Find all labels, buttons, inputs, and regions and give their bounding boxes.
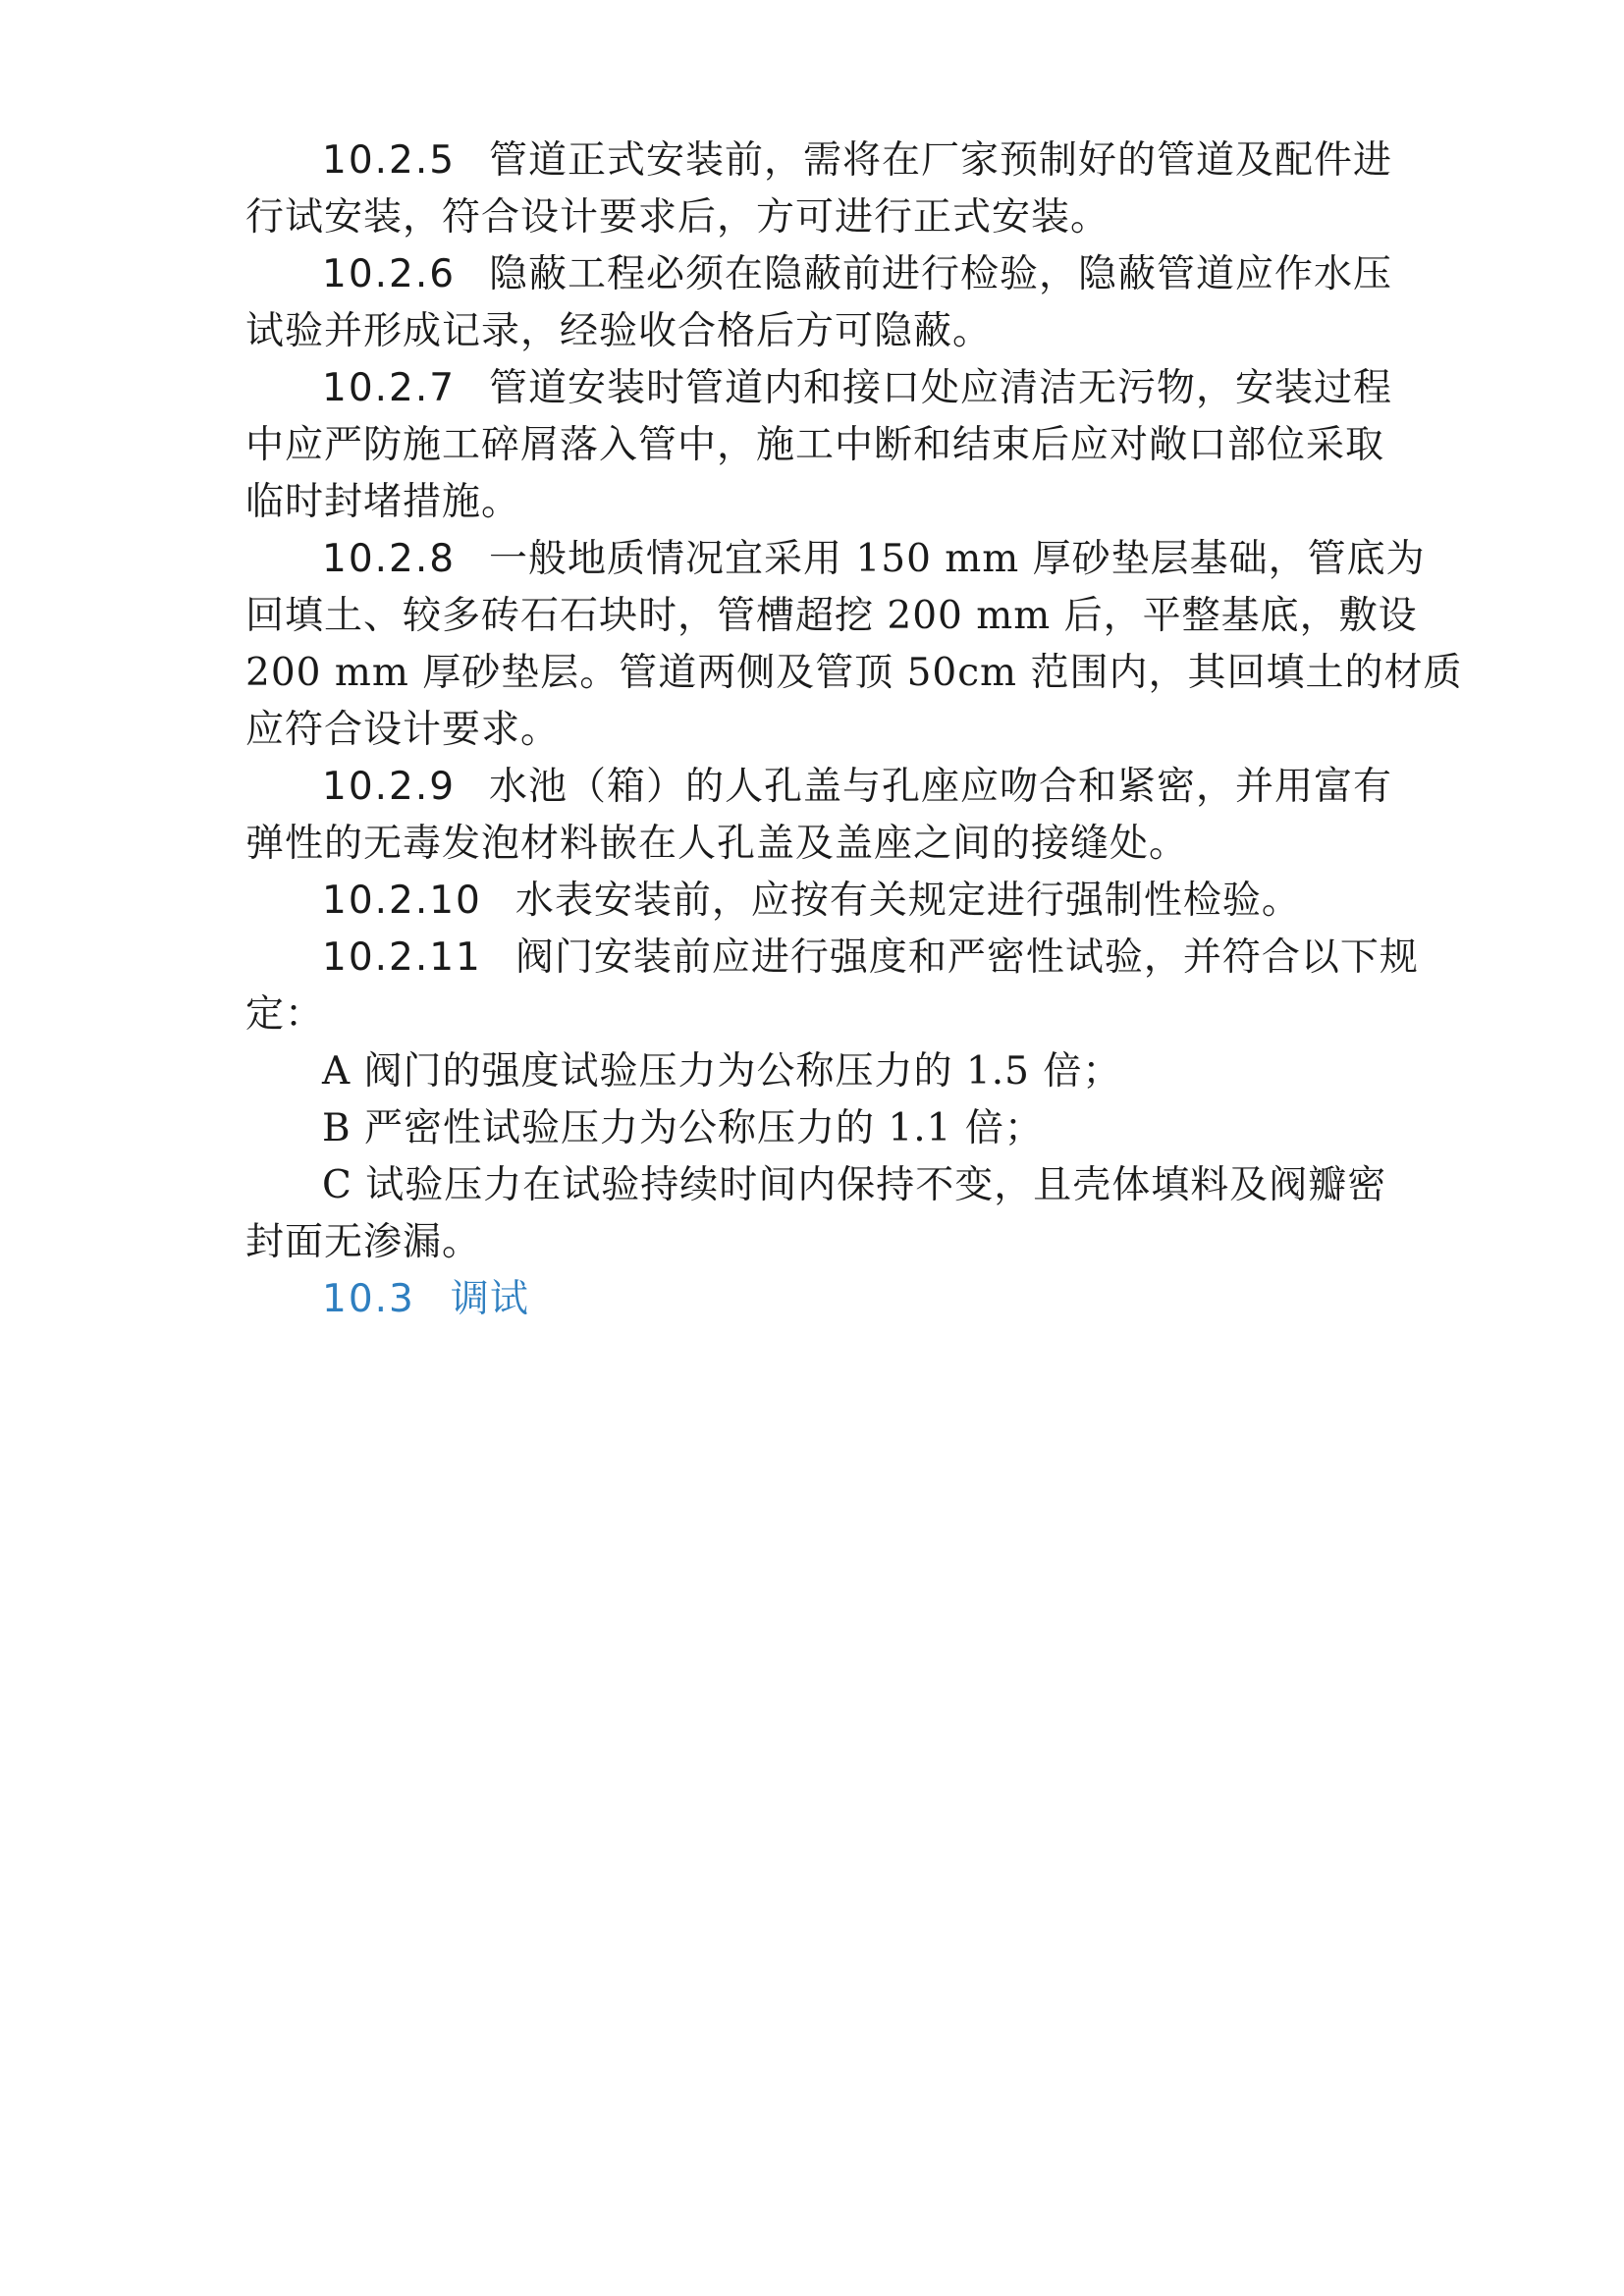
section-number: 10.3 (322, 1277, 415, 1321)
section-heading (322, 1272, 1461, 1327)
clause-text-line: 200 mm 厚砂垫层。管道两侧及管顶 50cm 范围内，其回填土的材质 (245, 651, 1463, 695)
clause-text-line: 应符合设计要求。 (245, 708, 561, 752)
clause-10-2-7 (322, 361, 1461, 416)
clause-number: 10.2.7 (322, 366, 457, 410)
list-item-c-continued: 封面无渗漏。 (245, 1220, 482, 1264)
clause-number: 10.2.8 (322, 537, 457, 581)
section-title: 调试 (450, 1277, 529, 1321)
clause-text-line: 回填土、较多砖石石块时，管槽超挖 200 mm 后，平整基底，敷设 (245, 594, 1418, 638)
clause-text: 水表安装前，应按有关规定进行强制性检验。 (514, 879, 1301, 923)
clause-number: 10.2.10 (322, 879, 482, 923)
list-item-c: C 试验压力在试验持续时间内保持不变，且壳体填料及阀瓣密 (322, 1163, 1387, 1207)
clause-text-line: 临时封堵措施。 (245, 480, 521, 524)
clause-10-2-11 (322, 931, 1461, 986)
clause-text: 管道正式安装前，需将在厂家预制好的管道及配件进 (489, 138, 1393, 183)
clause-number: 10.2.5 (322, 138, 457, 183)
clause-text: 阀门安装前应进行强度和严密性试验，并符合以下规 (514, 935, 1419, 980)
clause-number: 10.2.11 (322, 935, 482, 980)
clause-number: 10.2.9 (322, 765, 457, 809)
clause-10-2-9 (322, 760, 1461, 815)
list-item-a: A 阀门的强度试验压力为公称压力的 1.5 倍； (322, 1049, 1122, 1094)
list-item-b: B 严密性试验压力为公称压力的 1.1 倍； (322, 1106, 1044, 1150)
clause-10-2-5 (322, 133, 1461, 188)
clause-text: 管道安装时管道内和接口处应清洁无污物，安装过程 (489, 366, 1393, 410)
clause-text-line: 试验并形成记录，经验收合格后方可隐蔽。 (245, 309, 993, 353)
clause-10-2-6 (322, 247, 1461, 302)
clause-text: 一般地质情况宜采用 150 mm 厚砂垫层基础，管底为 (489, 537, 1426, 581)
clause-text: 水池（箱）的人孔盖与孔座应吻合和紧密，并用富有 (489, 765, 1393, 809)
clause-10-2-8 (322, 532, 1461, 587)
clause-text-line: 定： (245, 992, 325, 1037)
clause-text: 隐蔽工程必须在隐蔽前进行检验，隐蔽管道应作水压 (489, 252, 1393, 296)
clause-text-line: 行试安装，符合设计要求后，方可进行正式安装。 (245, 195, 1110, 240)
clause-text-line: 弹性的无毒发泡材料嵌在人孔盖及盖座之间的接缝处。 (245, 822, 1189, 866)
clause-text-line: 中应严防施工碎屑落入管中，施工中断和结束后应对敞口部位采取 (245, 423, 1385, 467)
clause-number: 10.2.6 (322, 252, 457, 296)
clause-10-2-10 (322, 874, 1461, 929)
